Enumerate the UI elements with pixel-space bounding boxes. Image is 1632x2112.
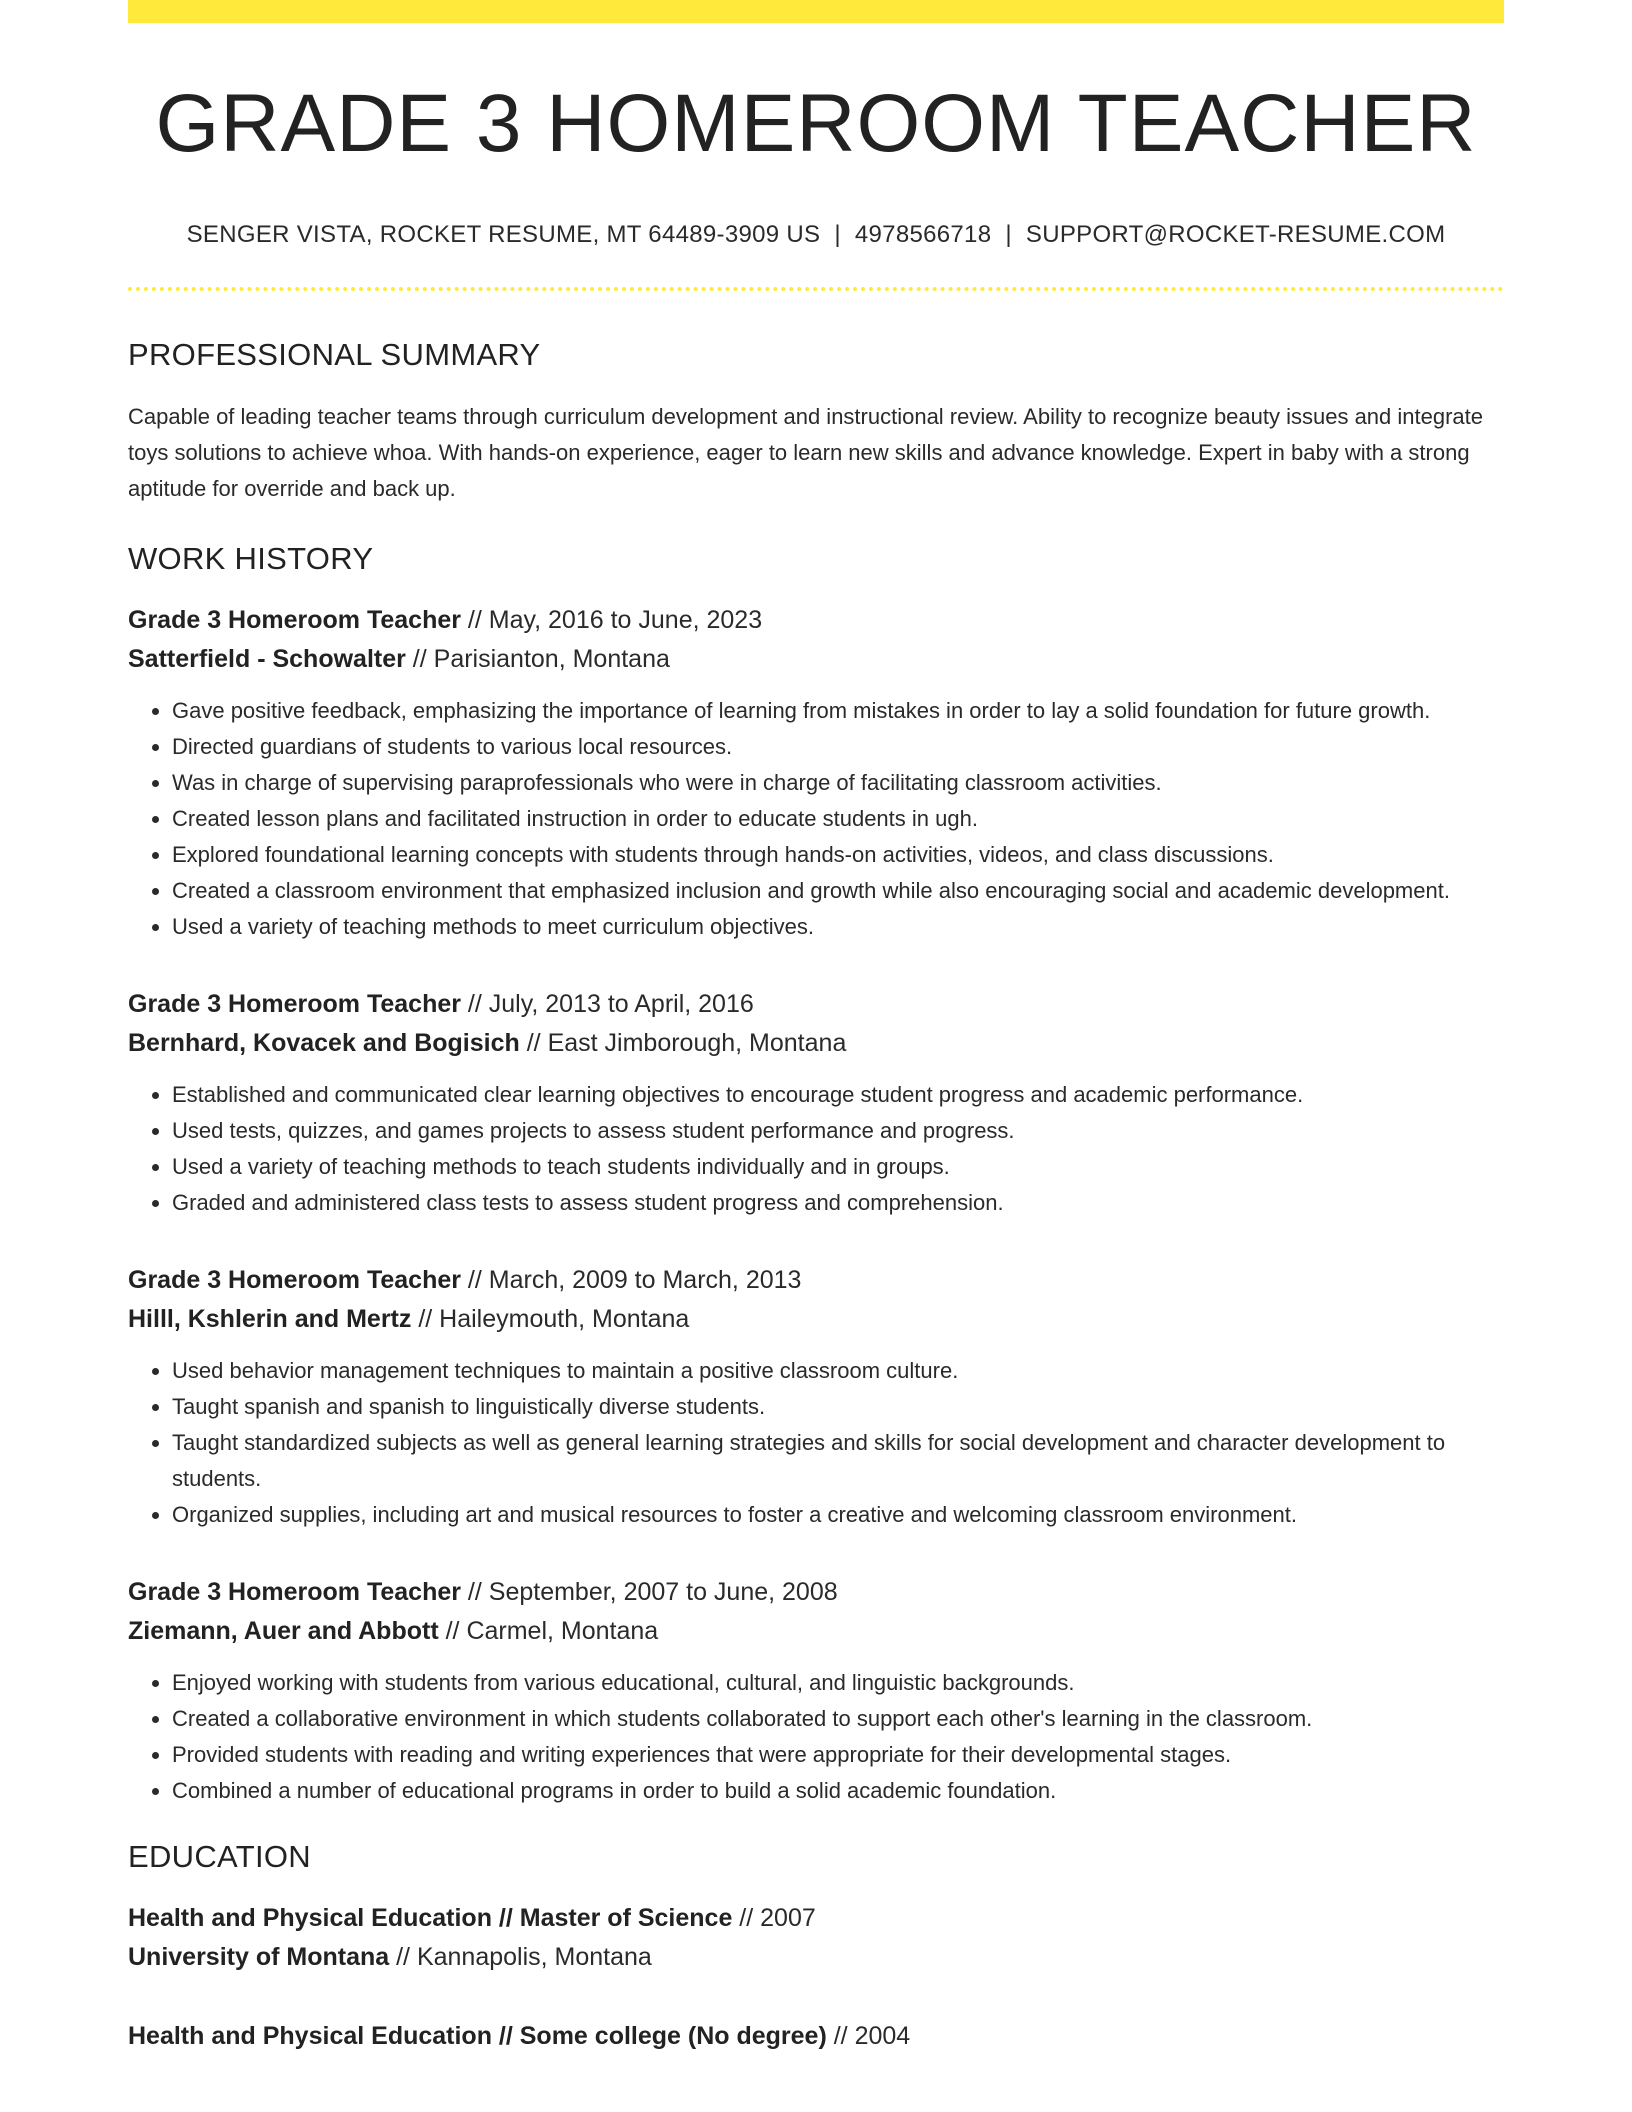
job-bullet: • Created a collaborative environment in which students collaborated to support each other's learning in the classroom. [172,1701,1504,1737]
section-heading-education: EDUCATION [128,1839,311,1875]
job-entry [128,1261,1504,1533]
job-company: Bernhard, Kovacek and Bogisich [128,1029,520,1058]
job-bullets [128,1665,1504,1809]
job-title: Grade 3 Homeroom Teacher [128,606,461,635]
job-bullet: • Used a variety of teaching methods to teach students individually and in groups. [172,1149,1504,1185]
education-year: // 2007 [732,1904,816,1933]
job-dates: // March, 2009 to March, 2013 [460,1266,802,1295]
job-title: Grade 3 Homeroom Teacher [128,1578,461,1607]
education-degree: Health and Physical Education // Master of Science [128,1904,733,1933]
job-entry [128,601,1504,945]
job-dates: // September, 2007 to June, 2008 [460,1578,838,1607]
job-company-line [128,1300,1504,1339]
contact-separator: | [1005,221,1012,249]
job-bullet: • Organized supplies, including art and musical resources to foster a creative and welcoming classroom environment. [172,1497,1504,1533]
education-school: University of Montana [128,1943,390,1972]
resume-title: GRADE 3 HOMEROOM TEACHER [155,78,1477,169]
contact-address: SENGER VISTA, ROCKET RESUME, MT 64489-3909 US [186,221,821,249]
job-company: Ziemann, Auer and Abbott [128,1617,439,1646]
job-location: // East Jimborough, Montana [519,1029,847,1058]
job-company-line [128,640,1504,679]
job-dates: // May, 2016 to June, 2023 [460,606,763,635]
job-location: // Haileymouth, Montana [411,1305,690,1334]
job-title-line [128,1573,1504,1612]
education-school-line [128,1938,1504,1977]
job-entry [128,985,1504,1221]
job-company-line [128,1024,1504,1063]
job-bullet: • Established and communicated clear learning objectives to encourage student progress and academic performance. [172,1077,1504,1113]
job-bullet: • Created a classroom environment that emphasized inclusion and growth while also encouraging social and academic development. [172,873,1504,909]
education-degree: Health and Physical Education // Some college (No degree) [128,2022,827,2051]
job-bullet: • Combined a number of educational programs in order to build a solid academic foundation. [172,1773,1504,1809]
contact-separator: | [834,221,841,249]
job-bullets [128,693,1504,945]
job-company: Hilll, Kshlerin and Mertz [128,1305,412,1334]
summary-text: Capable of leading teacher teams through curriculum development and instructional review. Ability to recognize beauty issues and integrate toys solutions to achieve whoa. With hands-on experience, eager to learn new skills and advance knowledge. Expert in baby with a strong aptitude for override and back up. [128,404,1484,502]
job-bullet: • Created lesson plans and facilitated instruction in order to educate students in ugh. [172,801,1504,837]
job-bullet: • Gave positive feedback, emphasizing the importance of learning from mistakes in order to lay a solid foundation for future growth. [172,693,1504,729]
job-bullet: • Used tests, quizzes, and games projects to assess student performance and progress. [172,1113,1504,1149]
contact-phone: 4978566718 [854,221,992,249]
job-title-line [128,1261,1504,1300]
education-degree-line [128,2017,1504,2056]
accent-top-bar [128,0,1504,23]
education-entry [128,2017,1504,2056]
job-bullet: • Directed guardians of students to various local resources. [172,729,1504,765]
section-heading-work-history: WORK HISTORY [128,541,374,577]
job-bullet: • Taught standardized subjects as well as general learning strategies and skills for social development and character development to students. [172,1425,1504,1497]
job-bullets [128,1077,1504,1221]
education-degree-line [128,1899,1504,1938]
job-company-line [128,1612,1504,1651]
job-title-line [128,985,1504,1024]
job-location: // Parisianton, Montana [405,645,670,674]
job-bullet: • Used behavior management techniques to maintain a positive classroom culture. [172,1353,1504,1389]
resume-page [128,0,1504,2056]
education-year: // 2004 [826,2022,911,2051]
job-dates: // July, 2013 to April, 2016 [460,990,754,1019]
job-bullet: • Enjoyed working with students from various educational, cultural, and linguistic backgrounds. [172,1665,1504,1701]
job-bullet: • Provided students with reading and writing experiences that were appropriate for their developmental stages. [172,1737,1504,1773]
section-heading-summary: PROFESSIONAL SUMMARY [128,337,541,373]
contact-email: SUPPORT@ROCKET-RESUME.COM [1025,221,1446,249]
job-title: Grade 3 Homeroom Teacher [128,990,461,1019]
job-bullets [128,1353,1504,1533]
job-title: Grade 3 Homeroom Teacher [128,1266,461,1295]
job-bullet: • Explored foundational learning concepts with students through hands-on activities, videos, and class discussions. [172,837,1504,873]
job-company: Satterfield - Schowalter [128,645,406,674]
education-entry [128,1899,1504,1977]
contact-line [128,221,1504,249]
job-entry [128,1573,1504,1809]
education-location: // Kannapolis, Montana [389,1943,652,1972]
job-bullet: • Was in charge of supervising paraprofessionals who were in charge of facilitating classroom activities. [172,765,1504,801]
dotted-divider [128,287,1504,291]
job-bullet: • Used a variety of teaching methods to meet curriculum objectives. [172,909,1504,945]
job-title-line [128,601,1504,640]
job-bullet: • Taught spanish and spanish to linguistically diverse students. [172,1389,1504,1425]
job-location: // Carmel, Montana [438,1617,659,1646]
job-bullet: • Graded and administered class tests to assess student progress and comprehension. [172,1185,1504,1221]
